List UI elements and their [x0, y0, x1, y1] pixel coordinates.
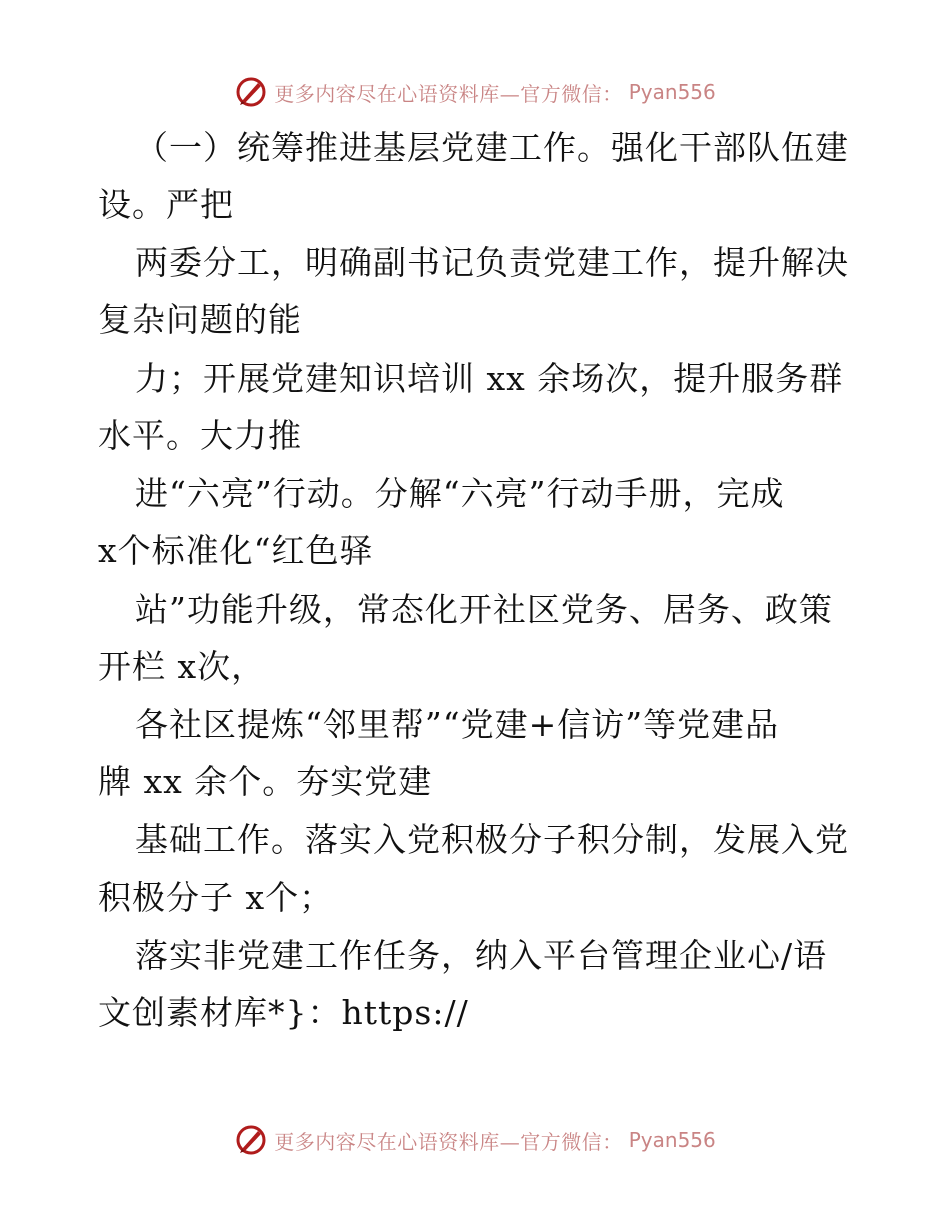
footer-watermark — [0, 1120, 950, 1160]
body-line: 文创素材库*}：https:// — [98, 993, 469, 1032]
body-line: 进“六亮”行动。分解“六亮”行动手册，完成 — [135, 474, 785, 513]
watermark-wechat-id: Pyan556 — [628, 80, 716, 104]
body-line: 牌 xx 余个。夯实党建 — [98, 762, 433, 801]
body-line: （一）统筹推进基层党建工作。强化干部队伍建 — [135, 128, 849, 167]
body-line: 各社区提炼“邻里帮”“党建+信访”等党建品 — [135, 705, 780, 744]
quill-pen-logo-icon — [234, 75, 268, 109]
body-line: 两委分工，明确副书记负责党建工作，提升解决 — [135, 243, 849, 282]
body-line: 开栏 x次， — [98, 647, 266, 686]
body-line: 设。严把 — [98, 185, 234, 224]
header-watermark — [0, 72, 950, 112]
watermark-text: 更多内容尽在心语资料库—官方微信： — [274, 1129, 623, 1154]
body-line: 落实非党建工作任务，纳入平台管理企业心/语 — [135, 936, 828, 975]
watermark-wechat-id: Pyan556 — [628, 1128, 716, 1152]
body-line: 水平。大力推 — [98, 416, 302, 455]
body-line: 力；开展党建知识培训 xx 余场次，提升服务群 — [135, 359, 844, 398]
watermark-text: 更多内容尽在心语资料库—官方微信： — [274, 81, 623, 106]
body-line: 基础工作。落实入党积极分子积分制，发展入党 — [135, 820, 849, 859]
body-line: 积极分子 x个； — [98, 878, 334, 917]
body-line: x个标准化“红色驿 — [98, 531, 374, 570]
body-line: 站”功能升级，常态化开社区党务、居务、政策 — [135, 590, 833, 629]
quill-pen-logo-icon — [234, 1123, 268, 1157]
body-line: 复杂问题的能 — [98, 300, 302, 339]
